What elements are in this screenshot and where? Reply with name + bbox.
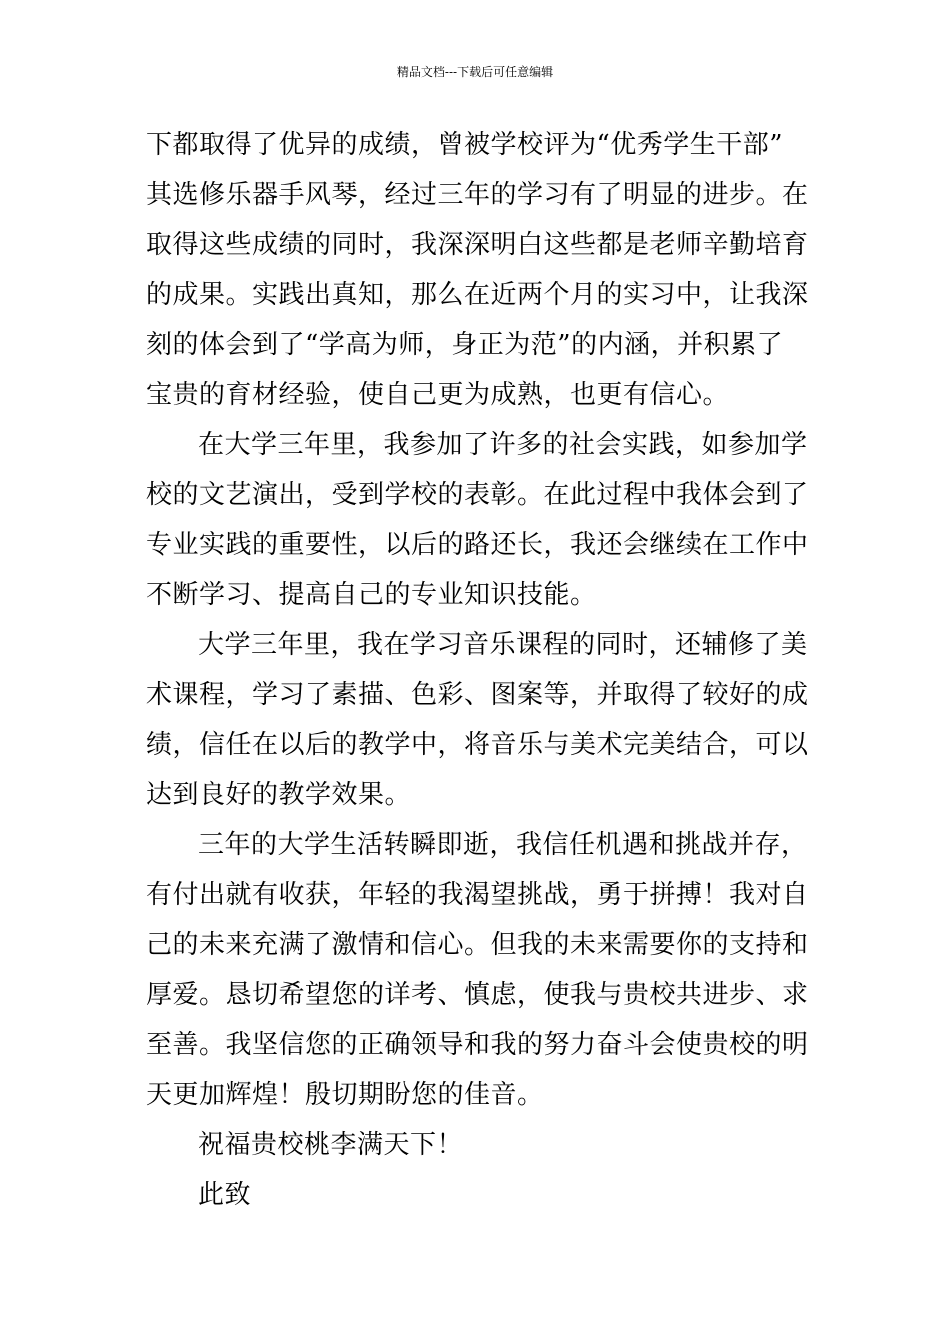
text-line: 己的未来充满了激情和信心。但我的未来需要你的支持和 [146, 930, 809, 960]
text-line: 其选修乐器手风琴，经过三年的学习有了明显的进步。在 [146, 180, 809, 210]
text-line: 绩，信任在以后的教学中，将音乐与美术完美结合，可以 [146, 730, 809, 760]
text-line: 厚爱。恳切希望您的详考、慎虑，使我与贵校共进步、求 [146, 980, 809, 1010]
text-line: 专业实践的重要性，以后的路还长，我还会继续在工作中 [146, 530, 809, 560]
text-line: 天更加辉煌！殷切期盼您的佳音。 [146, 1080, 544, 1110]
text-line: 取得这些成绩的同时，我深深明白这些都是老师辛勤培育 [146, 230, 809, 260]
text-line: 宝贵的育材经验，使自己更为成熟，也更有信心。 [146, 380, 730, 410]
text-line: 刻的体会到了“学高为师，身正为范”的内涵，并积累了 [146, 330, 784, 360]
text-line: 至善。我坚信您的正确领导和我的努力奋斗会使贵校的明 [146, 1030, 809, 1060]
paragraph-start-line: 大学三年里，我在学习音乐课程的同时，还辅修了美 [198, 630, 808, 660]
text-line: 达到良好的教学效果。 [146, 780, 412, 810]
page-header: 精品文档---下载后可任意编辑 [396, 65, 554, 79]
paragraph-start-line: 三年的大学生活转瞬即逝，我信任机遇和挑战并存， [198, 830, 808, 860]
paragraph-start-line: 在大学三年里，我参加了许多的社会实践，如参加学 [198, 430, 808, 460]
closing-wish-line: 祝福贵校桃李满天下！ [198, 1130, 464, 1160]
text-line: 的成果。实践出真知，那么在近两个月的实习中，让我深 [146, 280, 809, 310]
document-body [146, 120, 808, 1220]
text-line: 有付出就有收获，年轻的我渴望挑战，勇于拼搏！我对自 [146, 880, 809, 910]
text-line: 校的文艺演出，受到学校的表彰。在此过程中我体会到了 [146, 480, 809, 510]
text-line: 不断学习、提高自己的专业知识技能。 [146, 580, 597, 610]
closing-salutation-line: 此致 [198, 1180, 252, 1210]
text-line: 术课程，学习了素描、色彩、图案等，并取得了较好的成 [146, 680, 809, 710]
text-line: 下都取得了优异的成绩，曾被学校评为“优秀学生干部” [146, 130, 784, 160]
